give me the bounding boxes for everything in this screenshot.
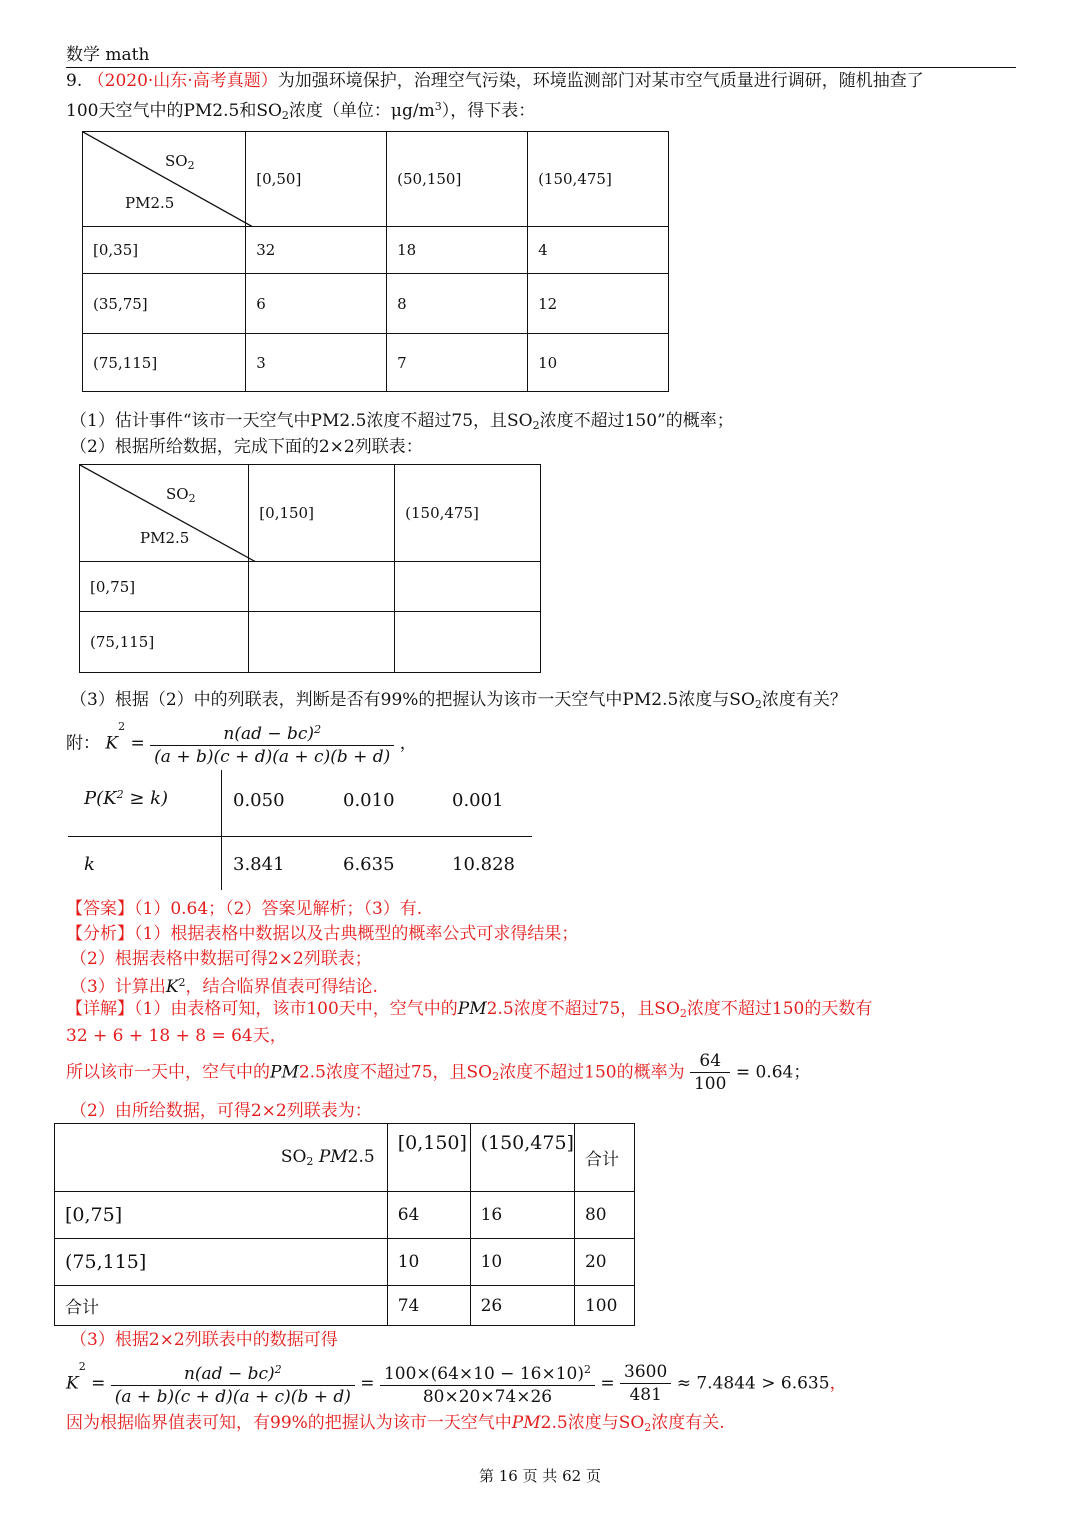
table-row: (75,115] [80, 612, 541, 673]
t2-col-header: (150,475] [395, 465, 541, 562]
table-row: (35,75] 6 8 12 [83, 274, 669, 334]
t1-col-header: [0,50] [246, 132, 387, 227]
critical-value-table: $P(K^2 \ge k)$ 0.050 0.010 0.001 k 3.841 6.635 10.828 [68, 770, 532, 890]
problem-number: 9. [66, 71, 83, 91]
t1-col-header: (150,475] [528, 132, 669, 227]
formula-fraction: $\frac{n(ad - bc)^2}{(a + b)(c + d)(a + c)(b + d)}$ [111, 1359, 355, 1408]
result-fraction: $\frac{3600}{481}$ [620, 1361, 671, 1406]
table1-corner: $SO_2$ PM2.5 [83, 132, 246, 227]
question-1: （1）估计事件“该市一天空气中PM2.5浓度不超过75，且$SO_2$浓度不超过150”的概率； [70, 411, 734, 432]
analysis-line-2: （2）根据表格中数据可得2×2列联表； [70, 949, 372, 969]
table-row: (75,115] 3 7 10 [83, 334, 669, 392]
detail-line-2: 32 + 6 + 18 + 8 = 64天， [66, 1026, 287, 1046]
t3-col-header: (150,475] [470, 1124, 574, 1192]
table2-corner: $SO_2$ PM2.5 [80, 465, 249, 562]
t1-col-header: (50,150] [387, 132, 528, 227]
header-subject: 数学 math [66, 45, 150, 65]
t2-col-header: [0,150] [249, 465, 395, 562]
k-label: k [84, 854, 95, 875]
problem-line-1 [66, 70, 924, 92]
table-row: [0,35] 32 18 4 [83, 227, 669, 274]
contingency-blank-table [79, 464, 541, 673]
k2-fraction: $\frac{n(ad - bc)^2}{(a + b)(c + d)(a + c)(b + d)}$ [150, 719, 394, 768]
conclusion-line: 因为根据临界值表可知，有99%的把握认为该市一天空气中PM2.5浓度与$SO_2$浓度有关. [66, 1413, 725, 1434]
t3-col-header: [0,150] [387, 1124, 470, 1192]
problem-line-2: 100天空气中的PM2.5和$SO_2$浓度（单位：$\mu g/m^3$），得下表： [66, 100, 536, 122]
p-label: $P(K^2 \ge k)$ [84, 788, 169, 809]
header-rule [66, 67, 1016, 68]
page-footer: 第 16 页 共 62 页 [478, 1467, 601, 1485]
analysis-line-1: 【分析】（1）根据表格中数据以及古典概型的概率公式可求得结果； [66, 924, 579, 944]
table-row: 合计 74 26 100 [55, 1286, 635, 1326]
question-3: （3）根据（2）中的列联表，判断是否有99%的把握认为该市一天空气中PM2.5浓度与$SO_2$浓度有关？ [70, 690, 847, 711]
probability-fraction: $\frac{64}{100}$ [690, 1050, 730, 1095]
analysis-line-3: （3）计算出$K^2$，结合临界值表可得结论. [70, 976, 378, 997]
answer-line: 【答案】（1）0.64；（2）答案见解析；（3）有. [66, 899, 423, 919]
problem-text-1: 为加强环境保护，治理空气污染，环境监测部门对某市空气质量进行调研，随机抽查了 [277, 71, 924, 91]
diagonal-line [83, 132, 253, 227]
question-2: （2）根据所给数据，完成下面的2×2列联表： [70, 437, 423, 457]
detail-line-4: （2）由所给数据，可得2×2列联表为： [70, 1101, 372, 1121]
table3-corner: $SO_2$ PM2.5 [55, 1124, 388, 1192]
table-row: [0,75] 64 16 80 [55, 1192, 635, 1239]
detail-line-3: 所以该市一天中，空气中的PM2.5浓度不超过75，且$SO_2$浓度不超过150的概率为 $\frac{64}{100}$ = 0.64； [66, 1051, 811, 1094]
table-row: [0,75] [80, 562, 541, 612]
problem-source: （2020·山东·高考真题） [87, 71, 278, 91]
substituted-fraction: $\frac{100\times(64\times 10 - 16\times 10)^2}{80\times 20\times 74\times 26}$ [380, 1359, 595, 1408]
calc-intro: （3）根据2×2列联表中的数据可得 [70, 1330, 338, 1350]
pm-so2-table [82, 131, 669, 392]
appendix-formula: 附： $K^2$ = $\frac{n(ad - bc)^2}{(a + b)(c + d)(a + c)(b + d)}$ ， [66, 720, 417, 767]
contingency-filled-table [54, 1123, 635, 1326]
chi-square-calc: $K^2$ = $\frac{n(ad - bc)^2}{(a + b)(c + d)(a + c)(b + d)}$ = $\frac{100\times(64\times 10 - 16\times 10)^2}{80\times 20\times 74\times 26}$ = $\frac{3600}{481}$ ≈ 7.4844 > 6.635， [66, 1360, 847, 1407]
table-row: (75,115] 10 10 20 [55, 1239, 635, 1286]
t3-col-header: 合计 [574, 1124, 634, 1192]
diagonal-line [80, 465, 256, 562]
detail-line-1: 【详解】（1）由表格可知，该市100天中，空气中的PM2.5浓度不超过75，且$SO_2$浓度不超过150的天数有 [66, 999, 873, 1020]
